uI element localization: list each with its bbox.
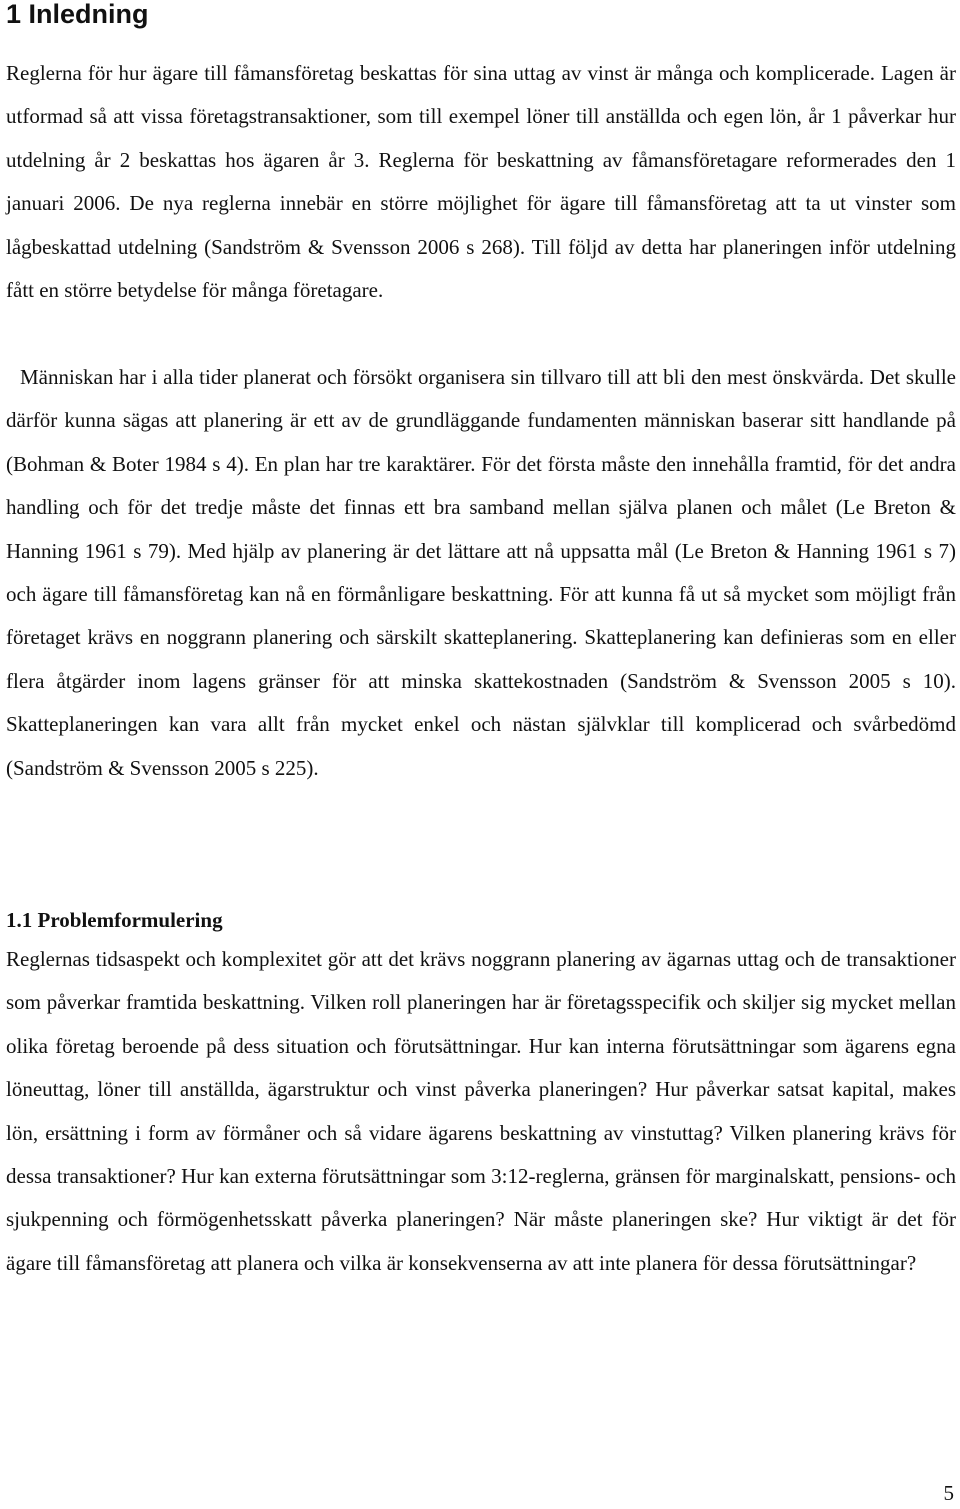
section-heading: 1.1 Problemformulering: [6, 908, 223, 932]
page-number: 5: [943, 1481, 954, 1505]
body-paragraph-intro: Reglerna för hur ägare till fåmansföretag beskattas för sina uttag av vinst är många och komplicerade. Lagen är utformad så att vissa företagstransaktioner, som till exempel löner till anställda och egen lön, år 1 påverkar hur utdelning år 2 beskattas hos ägaren år 3. Reglerna för beskattning av fåmansföretagare reformerades den 1 januari 2006. De nya reglerna innebär en större möjlighet för ägare till fåmansföretag att ta ut vinster som lågbeskattad utdelning (Sandström & Svensson 2006 s 268). Till följd av detta har planeringen inför utdelning fått en större betydelse för många företagare.: [6, 61, 956, 303]
chapter-heading: 1 Inledning: [6, 0, 149, 29]
body-paragraph-planning: Människan har i alla tider planerat och försökt organisera sin tillvaro till att bli den mest önskvärda. Det skulle därför kunna sägas att planering är ett av de grundläggande fundamenten människan baserar sitt handlande på (Bohman & Boter 1984 s 4). En plan har tre karaktärer. För det första måste den innehålla framtid, för det andra handling och för det tredje måste det finnas ett bra samband mellan själva planen och målet (Le Breton & Hanning 1961 s 79). Med hjälp av planering är det lättare att nå uppsatta mål (Le Breton & Hanning 1961 s 7) och ägare till fåmansföretag kan nå en förmånligare beskattning. För att kunna få ut så mycket som möjligt från företaget krävs en noggrann planering och särskilt skatteplanering. Skatteplanering kan definieras som en eller flera åtgärder inom lagens gränser för att minska skattekostnaden (Sandström & Svensson 2005 s 10). Skatteplaneringen kan vara allt från mycket enkel och nästan självklar till komplicerad och svårbedömd (Sandström & Svensson 2005 s 225).: [6, 365, 956, 780]
body-paragraph-problem: Reglernas tidsaspekt och komplexitet gör att det krävs noggrann planering av ägarnas uttag och de transaktioner som påverkar framtida beskattning. Vilken roll planeringen har är företagsspecifik och skiljer sig mycket mellan olika företag beroende på dess situation och förutsättningar. Hur kan interna förutsättningar som ägarens egna löneuttag, löner till anställda, ägarstruktur och vinst påverka planeringen? Hur påverkar satsat kapital, makes lön, ersättning i form av förmåner och så vidare ägarens beskattning av vinstuttag? Vilken planering krävs för dessa transaktioner? Hur kan externa förutsättningar som 3:12-reglerna, gränsen för marginalskatt, pensions- och sjukpenning och förmögenhetsskatt påverka planeringen? När måste planeringen ske? Hur viktigt är det för ägare till fåmansföretag att planera och vilka är konsekvenserna av att inte planera för dessa förutsättningar?: [6, 947, 956, 1275]
